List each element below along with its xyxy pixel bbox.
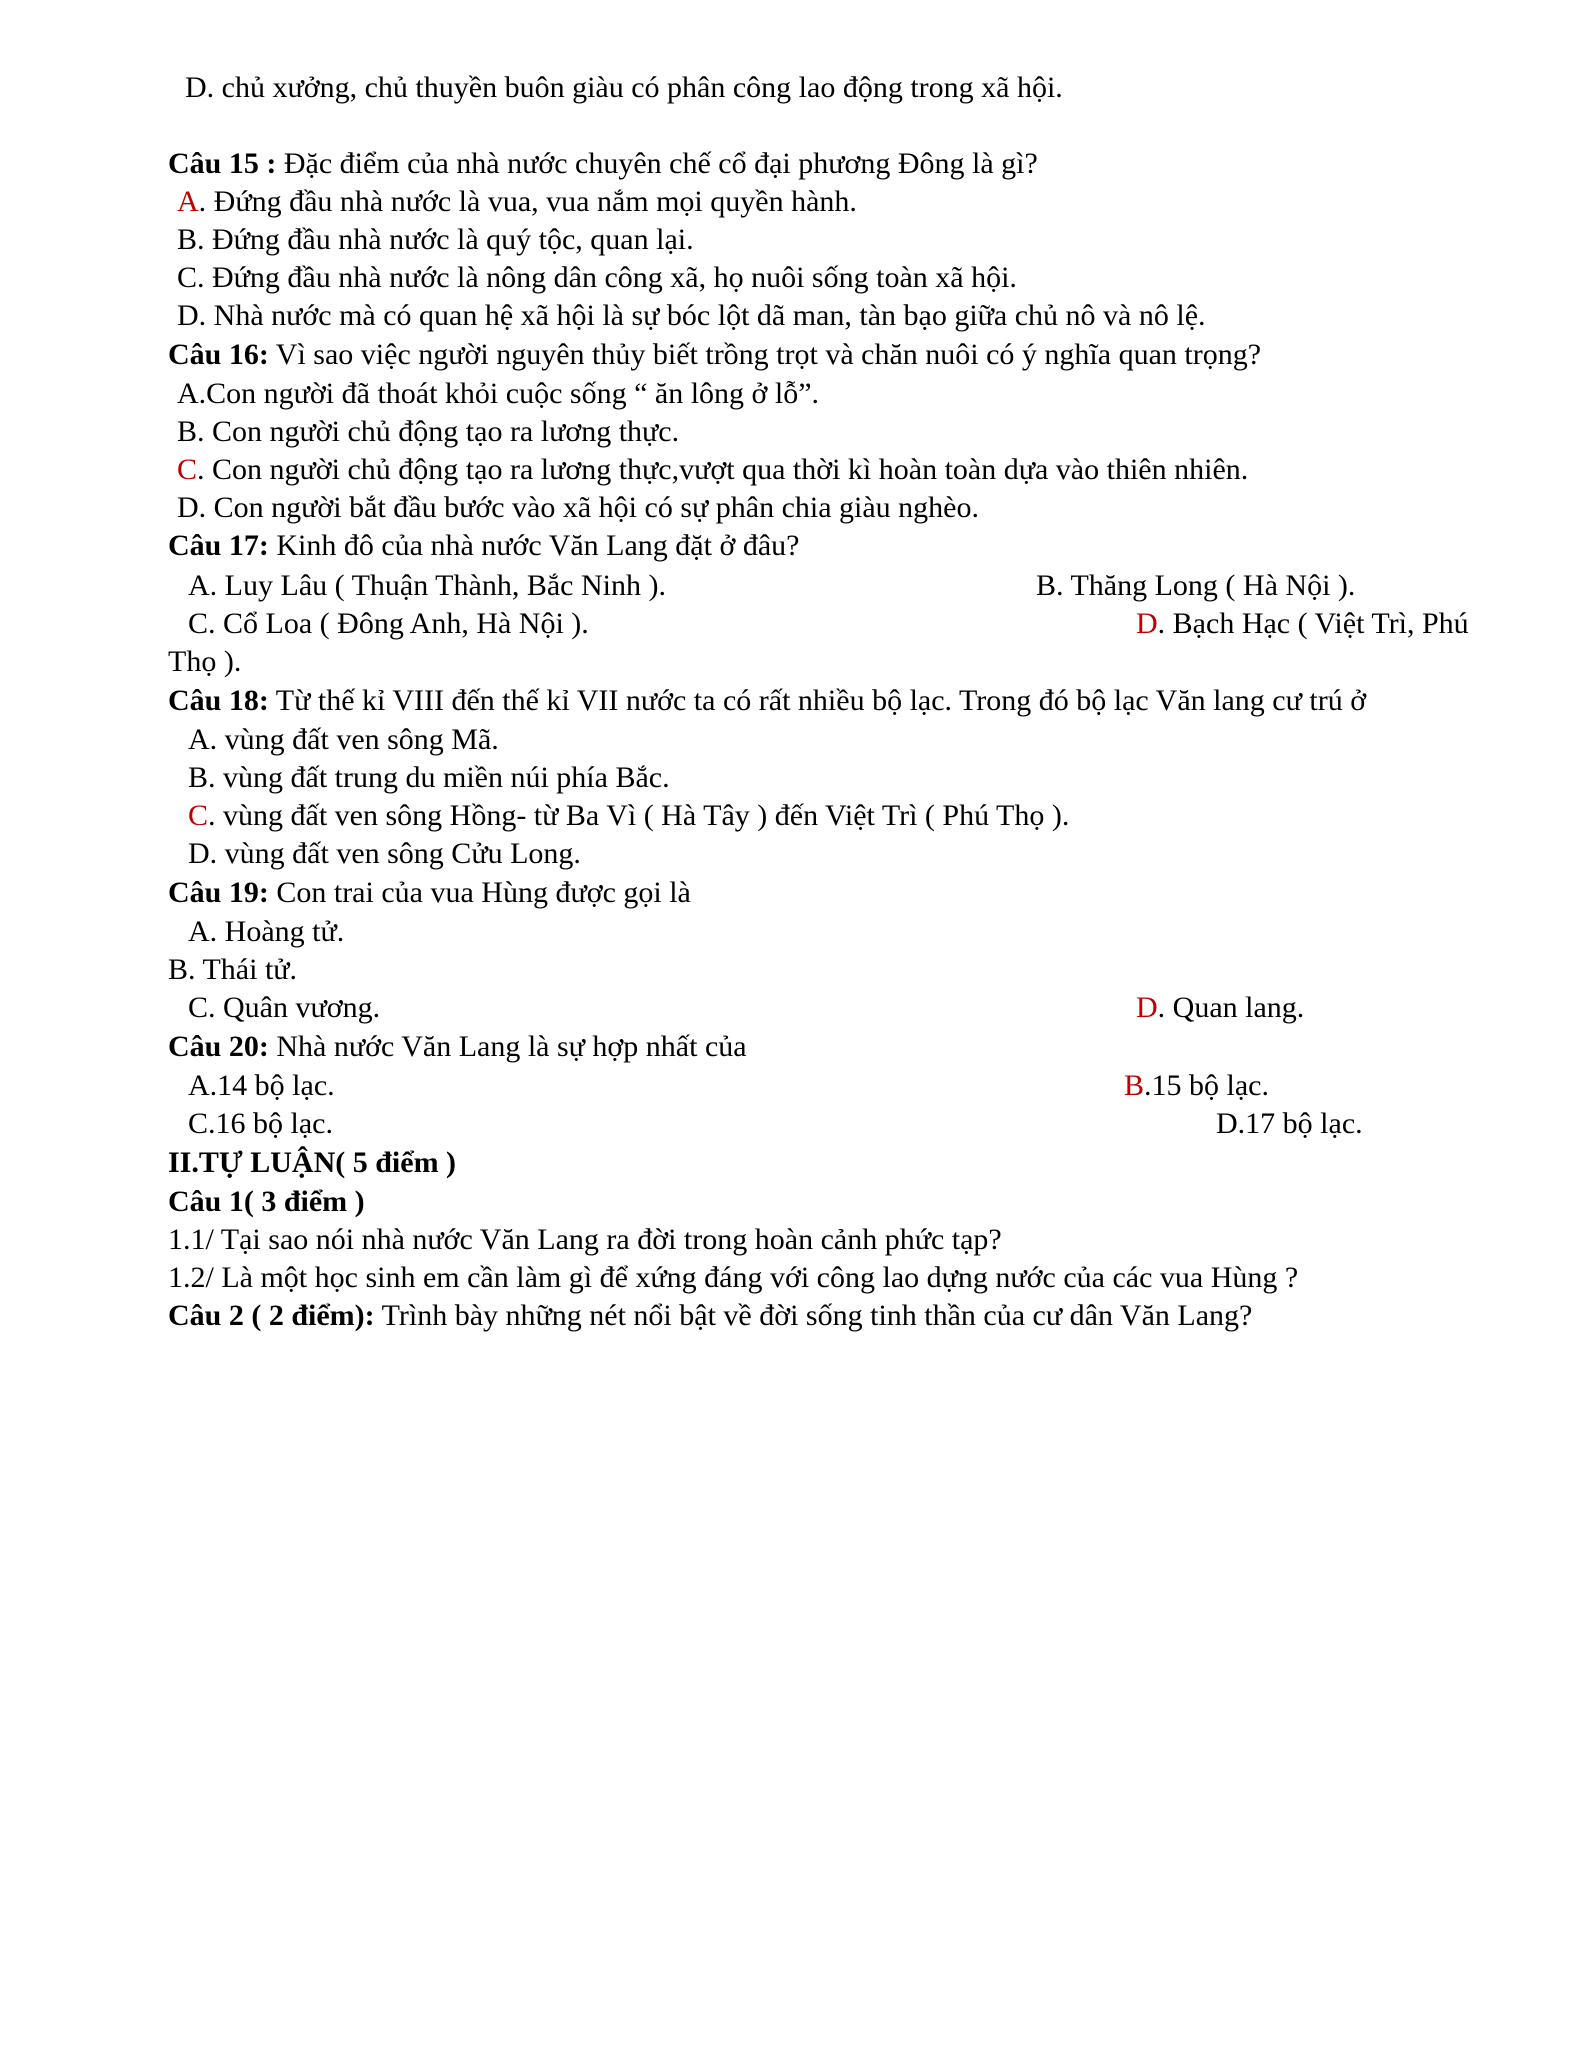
option-text: . Đứng đầu nhà nước là vua, vua nắm mọi quyền hành. xyxy=(198,185,857,218)
q17-option-c: C. Cổ Loa ( Đông Anh, Hà Nội ). xyxy=(188,607,589,640)
question-15-text: Đặc điểm của nhà nước chuyên chế cổ đại phương Đông là gì? xyxy=(276,147,1038,180)
q20-option-b xyxy=(1124,1068,1269,1104)
q18-option-b: B. vùng đất trung du miền núi phía Bắc. xyxy=(188,761,670,794)
question-20-label: Câu 20: xyxy=(168,1030,269,1063)
q20-option-a: A.14 bộ lạc. xyxy=(188,1069,335,1102)
question-20 xyxy=(168,1029,747,1065)
question-18-text: Từ thế kỉ VIII đến thế kỉ VII nước ta có rất nhiều bộ lạc. Trong đó bộ lạc Văn lang cư trú ở xyxy=(268,684,1367,717)
question-16 xyxy=(168,337,1261,373)
correct-answer-letter: B xyxy=(1124,1069,1145,1102)
q18-option-a: A. vùng đất ven sông Mã. xyxy=(188,723,499,756)
q15-option-d: D. Nhà nước mà có quan hệ xã hội là sự bóc lột dã man, tàn bạo giữa chủ nô và nô lệ. xyxy=(177,299,1206,332)
question-15 xyxy=(168,146,1038,182)
correct-answer-letter: C xyxy=(177,453,198,486)
question-19-label: Câu 19: xyxy=(168,876,269,909)
section-heading-essay: II.TỰ LUẬN( 5 điểm ) xyxy=(168,1146,457,1179)
q17-option-b: B. Thăng Long ( Hà Nội ). xyxy=(1036,569,1356,602)
q19-option-d xyxy=(1136,990,1304,1026)
q17-option-d-continued: Thọ ). xyxy=(168,645,242,678)
question-18-label: Câu 18: xyxy=(168,684,269,717)
q15-option-a xyxy=(177,184,857,220)
q14-option-d: D. chủ xưởng, chủ thuyền buôn giàu có phân công lao động trong xã hội. xyxy=(185,71,1063,104)
essay-question-1-1: 1.1/ Tại sao nói nhà nước Văn Lang ra đời trong hoàn cảnh phức tạp? xyxy=(168,1223,1002,1256)
q19-option-c: C. Quân vương. xyxy=(188,991,381,1024)
option-text: . Quan lang. xyxy=(1157,991,1305,1024)
option-text: .15 bộ lạc. xyxy=(1144,1069,1269,1102)
question-19 xyxy=(168,875,691,911)
question-20-text: Nhà nước Văn Lang là sự hợp nhất của xyxy=(268,1030,747,1063)
question-16-text: Vì sao việc người nguyên thủy biết trồng trọt và chăn nuôi có ý nghĩa quan trọng? xyxy=(268,338,1262,371)
question-17-label: Câu 17: xyxy=(168,529,269,562)
q16-option-b: B. Con người chủ động tạo ra lương thực. xyxy=(177,415,680,448)
correct-answer-letter: D xyxy=(1136,607,1158,640)
question-15-label: Câu 15 : xyxy=(168,147,277,180)
q16-option-d: D. Con người bắt đầu bước vào xã hội có sự phân chia giàu nghèo. xyxy=(177,491,980,524)
q17-option-a: A. Luy Lâu ( Thuận Thành, Bắc Ninh ). xyxy=(188,569,666,602)
q15-option-b: B. Đứng đầu nhà nước là quý tộc, quan lại. xyxy=(177,223,694,256)
essay-question-2-text: Trình bày những nét nổi bật về đời sống tinh thần của cư dân Văn Lang? xyxy=(374,1299,1253,1332)
q16-option-a: A.Con người đã thoát khỏi cuộc sống “ ăn lông ở lỗ”. xyxy=(177,377,820,410)
correct-answer-letter: D xyxy=(1136,991,1158,1024)
essay-question-1-2: 1.2/ Là một học sinh em cần làm gì để xứng đáng với công lao dựng nước của các vua Hùng ? xyxy=(168,1261,1299,1294)
question-17-text: Kinh đô của nhà nước Văn Lang đặt ở đâu? xyxy=(268,529,800,562)
option-text: . Bạch Hạc ( Việt Trì, Phú xyxy=(1157,607,1469,640)
q17-option-d xyxy=(1136,606,1469,642)
q16-option-c xyxy=(177,452,1248,488)
essay-question-1-label: Câu 1( 3 điểm ) xyxy=(168,1185,365,1218)
question-19-text: Con trai của vua Hùng được gọi là xyxy=(268,876,691,909)
question-18 xyxy=(168,683,1366,719)
q18-option-d: D. vùng đất ven sông Cửu Long. xyxy=(188,837,581,870)
essay-question-2 xyxy=(168,1298,1252,1334)
q20-option-c: C.16 bộ lạc. xyxy=(188,1107,333,1140)
question-16-label: Câu 16: xyxy=(168,338,269,371)
q15-option-c: C. Đứng đầu nhà nước là nông dân công xã, họ nuôi sống toàn xã hội. xyxy=(177,261,1017,294)
question-17 xyxy=(168,528,799,564)
essay-question-2-label: Câu 2 ( 2 điểm): xyxy=(168,1299,375,1332)
q19-option-b: B. Thái tử. xyxy=(168,953,298,986)
q18-option-c xyxy=(188,798,1069,834)
q19-option-a: A. Hoàng tử. xyxy=(188,915,345,948)
option-text: . Con người chủ động tạo ra lương thực,vượt qua thời kì hoàn toàn dựa vào thiên nhiên. xyxy=(197,453,1249,486)
option-text: . vùng đất ven sông Hồng- từ Ba Vì ( Hà Tây ) đến Việt Trì ( Phú Thọ ). xyxy=(208,799,1070,832)
q20-option-d: D.17 bộ lạc. xyxy=(1216,1107,1363,1140)
correct-answer-letter: C xyxy=(188,799,209,832)
correct-answer-letter: A xyxy=(177,185,199,218)
